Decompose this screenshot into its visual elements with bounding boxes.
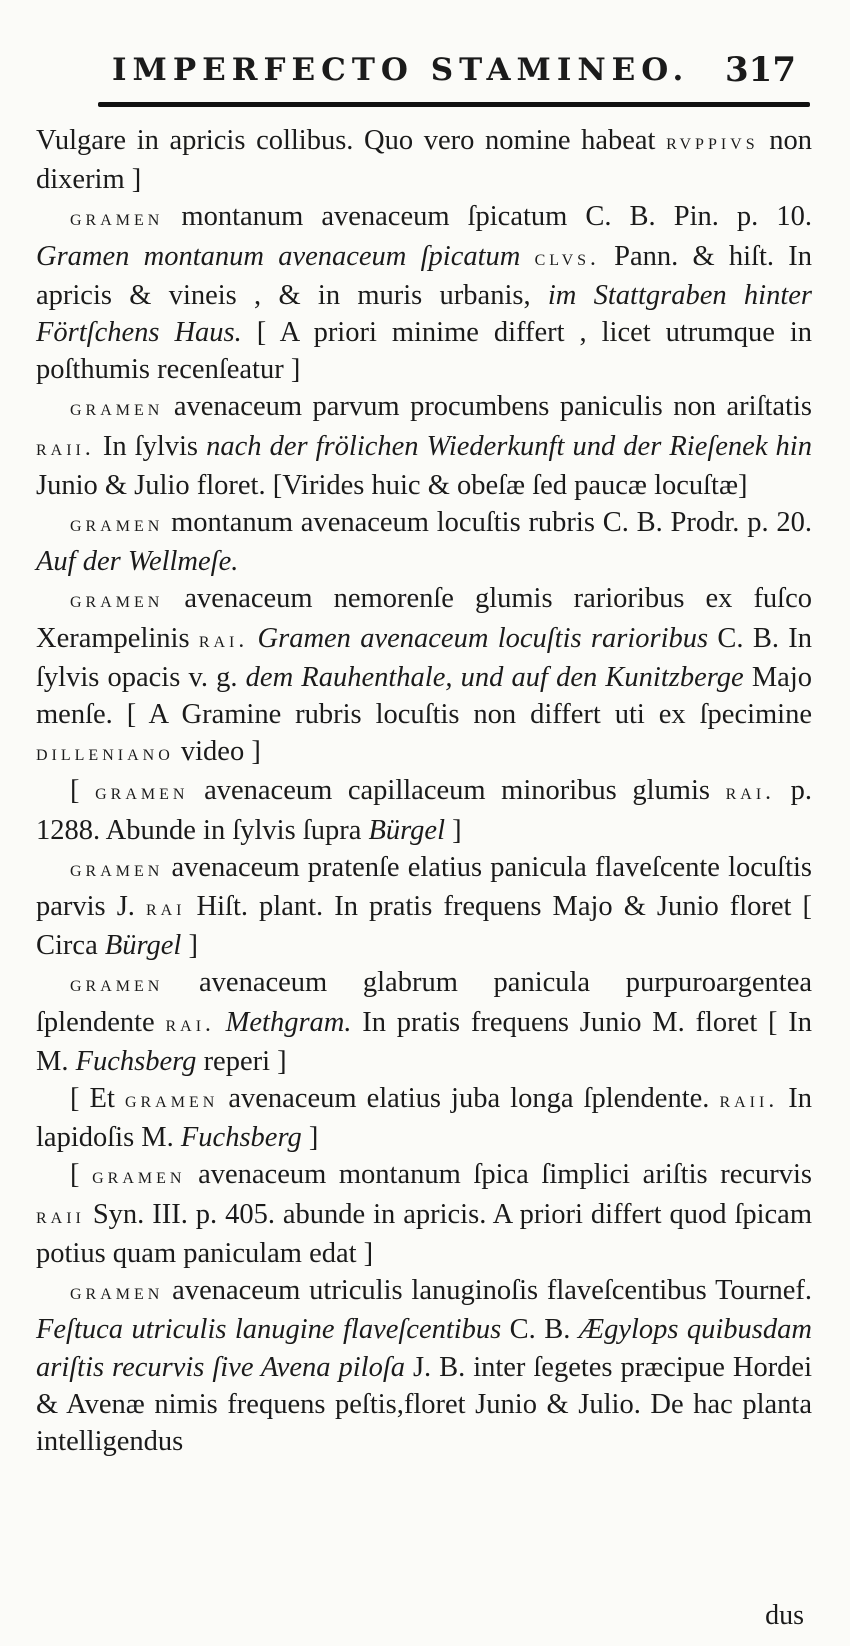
text-run: avenaceum utriculis lanuginoſis flaveſcentibus Tournef. xyxy=(163,1275,812,1307)
italic-text: Fuchsberg xyxy=(180,1122,302,1154)
text-run: Pann. & hiſt. In apricis & vineis , & in muris urbanis, xyxy=(36,240,813,311)
text-run xyxy=(248,623,257,654)
text-run: Majo menſe. [ A Gramine rubris locuſtis non differt uti ex ſpecimine xyxy=(36,661,812,731)
paragraph-entry xyxy=(36,772,812,848)
text-run: C. B. xyxy=(501,1314,579,1346)
text-run: Syn. III. p. 405. abunde in apricis. A priori differt quod ſpicam potius quam paniculam edat ] xyxy=(36,1198,812,1269)
small-caps-text: gramen xyxy=(70,1279,164,1306)
text-run: montanum avenaceum locuſtis rubris C. B. Prodr. p. 20. xyxy=(163,507,812,539)
italic-text: Gramen montanum avenaceum ſpicatum xyxy=(36,240,521,272)
running-title: IMPERFECTO STAMINEO. xyxy=(112,52,690,88)
small-caps-text: gramen xyxy=(70,855,164,882)
small-caps-text: clvs. xyxy=(534,244,600,271)
header-rule xyxy=(98,102,810,107)
text-run: [ xyxy=(70,775,96,807)
italic-text: Methgram. xyxy=(225,1006,352,1038)
paragraph-entry xyxy=(36,849,812,965)
small-caps-text: rai. xyxy=(165,1010,215,1037)
italic-text: im Stattgraben hinter Förtſchens Haus. xyxy=(36,279,812,349)
italic-text: Fuchsberg xyxy=(75,1045,197,1077)
text-run: non dixerim ] xyxy=(36,125,812,196)
text-run: ] xyxy=(301,1122,319,1154)
text-run: reperi ] xyxy=(196,1045,287,1077)
text-run xyxy=(215,1007,226,1038)
text-run: [ Et xyxy=(70,1083,125,1115)
small-caps-text: rai xyxy=(145,895,186,922)
text-run: avenaceum nemorenſe glumis rarioribus ex fuſco Xerampelinis xyxy=(36,583,812,654)
italic-text: Bürgel xyxy=(104,930,182,962)
small-caps-text: gramen xyxy=(95,779,189,806)
small-caps-text: gramen xyxy=(70,587,164,614)
text-run: [ A priori minime differt , licet utrumque in poſthumis recenſeatur ] xyxy=(36,317,812,386)
page-number: 317 xyxy=(725,50,796,90)
paragraph-entry xyxy=(36,1080,812,1156)
text-run: In ſylvis xyxy=(94,430,207,462)
text-run: Junio & Julio floret. [Virides huic & obeſæ ſed paucæ locuſtæ] xyxy=(36,469,748,501)
text-run: Hiſt. plant. In pratis frequens Majo & Junio floret [ Circa xyxy=(36,891,812,962)
body-text xyxy=(36,122,812,1460)
text-run: avenaceum montanum ſpica ſimplici ariſtis recurvis xyxy=(185,1159,813,1191)
italic-text: Ægylops quibusdam ariſtis recurvis ſive Avena piloſa xyxy=(36,1314,812,1383)
small-caps-text: gramen xyxy=(70,971,164,998)
text-run: [ xyxy=(70,1159,93,1191)
text-run: avenaceum capillaceum minoribus glumis xyxy=(188,775,726,807)
text-run: In pratis frequens Junio M. floret [ In M. xyxy=(36,1006,812,1077)
text-run: avenaceum elatius juba longa ſplendente. xyxy=(218,1083,720,1115)
small-caps-text: raii. xyxy=(36,434,95,461)
text-run: montanum avenaceum ſpicatum C. B. Pin. p. 10. xyxy=(163,201,812,233)
text-run: video ] xyxy=(173,736,261,768)
text-run: avenaceum glabrum panicula purpuroargentea ſplendente xyxy=(36,967,812,1038)
text-run: J. B. inter ſegetes præcipue Hordei & Avenæ nimis frequens peſtis,floret Junio & Julio. De hac planta intelligendus xyxy=(36,1351,813,1457)
italic-text: Bürgel xyxy=(368,814,445,846)
text-run: ] xyxy=(445,814,462,846)
paragraph-entry xyxy=(36,122,812,198)
paragraph-entry xyxy=(36,198,812,388)
text-run: C. B. In ſylvis opacis v. g. xyxy=(36,622,812,693)
paragraph-entry xyxy=(36,580,812,772)
text-run xyxy=(520,241,534,272)
italic-text: dem Rauhenthale, und auf den Kunitzberge xyxy=(245,661,744,693)
catchword: dus xyxy=(765,1600,804,1631)
paragraph-entry xyxy=(36,1272,812,1460)
italic-text: Gramen avenaceum locuſtis rarioribus xyxy=(257,622,709,654)
small-caps-text: dilleniano xyxy=(36,740,174,767)
small-caps-text: gramen xyxy=(92,1163,186,1190)
text-run: avenaceum parvum procumbens paniculis non ariſtatis xyxy=(163,391,812,423)
small-caps-text: gramen xyxy=(70,395,164,422)
paragraph-entry xyxy=(36,1156,812,1272)
small-caps-text: rai. xyxy=(725,779,775,806)
italic-text: nach der frölichen Wiederkunft und der Rieſenek hin xyxy=(206,430,812,462)
paragraph-entry xyxy=(36,964,812,1080)
small-caps-text: rvppivs xyxy=(666,129,759,155)
page-header xyxy=(112,44,810,94)
small-caps-text: gramen xyxy=(70,205,164,232)
small-caps-text: raii xyxy=(36,1202,85,1229)
text-run: ] xyxy=(181,930,198,962)
text-run: avenaceum pratenſe elatius panicula flaveſcente locuſtis parvis J. xyxy=(36,851,812,923)
small-caps-text: rai. xyxy=(198,626,249,653)
italic-text: Feſtuca utriculis lanugine flaveſcentibus xyxy=(36,1314,502,1346)
small-caps-text: raii. xyxy=(719,1087,779,1114)
text-run: In lapidoſis M. xyxy=(36,1083,812,1154)
italic-text: Auf der Wellmeſe. xyxy=(36,546,239,578)
small-caps-text: gramen xyxy=(70,511,164,538)
text-run: Vulgare in apricis collibus. Quo vero nomine habeat xyxy=(36,125,667,156)
text-run: p. 1288. Abunde in ſylvis ſupra xyxy=(36,775,812,846)
small-caps-text: gramen xyxy=(124,1087,219,1114)
paragraph-entry xyxy=(36,388,812,504)
paragraph-entry xyxy=(36,504,812,580)
